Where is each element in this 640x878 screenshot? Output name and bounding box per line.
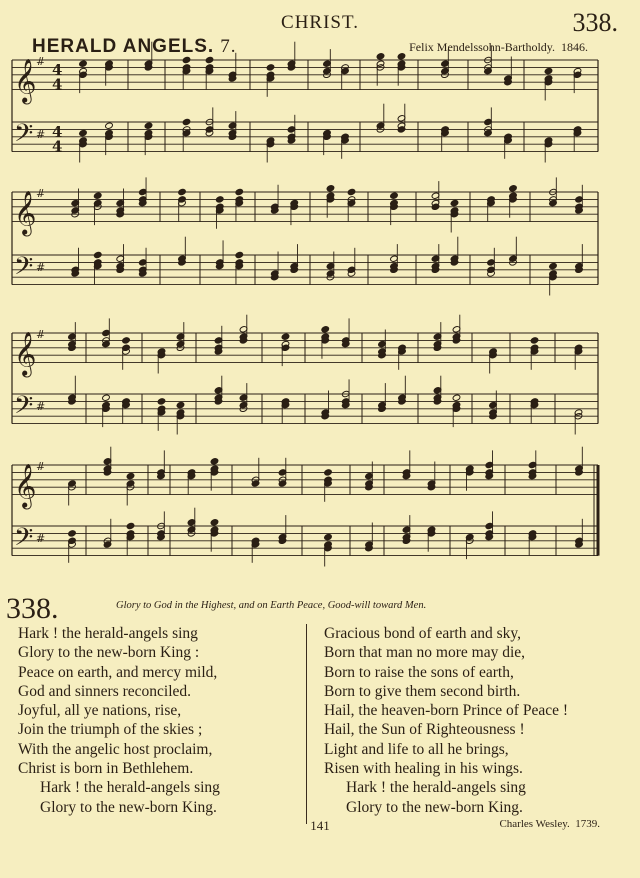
key-signature-sharp: # — [36, 532, 46, 546]
verse-line: Glory to the new-born King. — [346, 798, 523, 816]
note-head — [266, 64, 275, 71]
note-head — [281, 333, 290, 340]
note-head — [376, 53, 385, 60]
note-head — [210, 519, 219, 526]
verse-line: Join the triumph of the skies ; — [18, 721, 203, 739]
note-head — [122, 337, 131, 344]
verse-line: With the angelic host proclaim, — [18, 740, 213, 758]
note-head — [157, 398, 166, 405]
note-head — [324, 469, 333, 476]
verse-column-right — [324, 624, 568, 817]
treble-clef: 𝄞 — [14, 463, 37, 508]
note-head — [205, 56, 214, 63]
note-head — [102, 394, 111, 401]
note-head — [544, 67, 553, 74]
verse-line: Glory to the new-born King : — [18, 644, 200, 662]
time-signature: 4 — [52, 122, 63, 141]
note-head — [178, 188, 187, 195]
author-year: 1739. — [575, 818, 600, 830]
time-signature: 4 — [52, 137, 63, 156]
note-head — [68, 530, 77, 537]
note-head — [347, 188, 356, 195]
page-header-title: CHRIST. — [281, 12, 359, 33]
composer-year: 1846. — [561, 40, 588, 54]
composer-name: Felix Mendelssohn-Bartholdy. — [409, 40, 555, 54]
note-head — [210, 458, 219, 465]
verse-line: Hark ! the herald-angels sing — [18, 625, 198, 642]
note-head — [530, 337, 539, 344]
verse-line: Risen with healing in his wings. — [324, 760, 523, 778]
key-signature-sharp: # — [36, 261, 46, 275]
verse-line: Hark ! the herald-angels sing — [346, 779, 526, 797]
verse-line: Born that man no more may die, — [324, 644, 526, 662]
author-credit — [499, 818, 600, 830]
treble-clef: 𝄞 — [14, 58, 37, 103]
verse-column-left — [18, 624, 220, 817]
page-number: 141 — [310, 818, 330, 833]
note-head — [93, 192, 102, 199]
author-name: Charles Wesley. — [499, 818, 570, 830]
time-signature: 4 — [52, 60, 63, 79]
note-head — [326, 185, 335, 192]
treble-clef: 𝄞 — [14, 331, 37, 376]
note-head — [215, 196, 224, 203]
key-signature-sharp: # — [36, 55, 46, 68]
key-signature-sharp: # — [36, 400, 46, 414]
verse-line: Gracious bond of earth and sky, — [324, 625, 521, 642]
note-head — [397, 53, 406, 60]
note-head — [79, 129, 88, 136]
note-head — [390, 192, 399, 199]
note-head — [126, 522, 135, 529]
note-head — [105, 122, 114, 129]
tune-name: HERALD ANGELS. — [32, 36, 215, 57]
note-head — [235, 251, 244, 258]
verse-line: Hail, the heaven-born Prince of Peace ! — [324, 702, 569, 720]
note-head — [235, 188, 244, 195]
verse-line: Christ is born in Bethlehem. — [18, 760, 194, 778]
note-head — [450, 199, 459, 206]
note-head — [452, 394, 461, 401]
verse-line: Glory to the new-born King. — [40, 798, 217, 816]
key-signature-sharp: # — [36, 460, 46, 473]
note-head — [126, 472, 135, 479]
note-head — [79, 60, 88, 67]
verse-line: Joyful, all ye nations, rise, — [18, 702, 182, 720]
key-signature-sharp: # — [36, 128, 46, 142]
note-head — [509, 185, 518, 192]
note-head — [182, 118, 191, 125]
verse-line: God and sinners reconciled. — [18, 682, 192, 700]
verse-line: Hark ! the herald-angels sing — [40, 779, 220, 797]
verse-line: Light and life to all he brings, — [324, 740, 509, 758]
bass-clef: 𝄢 — [14, 391, 34, 427]
key-signature-sharp: # — [36, 187, 46, 200]
header-hymn-number: 338. — [572, 8, 618, 37]
column-divider — [306, 624, 307, 824]
note-head — [324, 533, 333, 540]
note-head — [176, 401, 185, 408]
key-signature-sharp: # — [36, 328, 46, 341]
note-head — [93, 251, 102, 258]
note-head — [549, 262, 558, 269]
verse-line: Born to raise the sons of earth, — [324, 663, 514, 681]
hymn-subtitle: Glory to God in the Highest, and on Earth Peace, Good-will toward Men. — [116, 600, 427, 611]
hymn-number: 338. — [6, 592, 59, 625]
time-signature: 4 — [52, 75, 63, 94]
note-head — [321, 326, 330, 333]
tune-meter: 7. — [220, 36, 237, 57]
treble-clef: 𝄞 — [14, 190, 37, 235]
bass-clef: 𝄢 — [14, 523, 34, 559]
bass-clef: 𝄢 — [14, 119, 34, 155]
bass-clef: 𝄢 — [14, 252, 34, 288]
note-head — [182, 56, 191, 63]
verse-line: Peace on earth, and mercy mild, — [18, 663, 218, 681]
note-head — [144, 122, 153, 129]
verse-line: Hail, the Sun of Righteousness ! — [324, 721, 525, 739]
verse-line: Born to give them second birth. — [324, 682, 521, 700]
